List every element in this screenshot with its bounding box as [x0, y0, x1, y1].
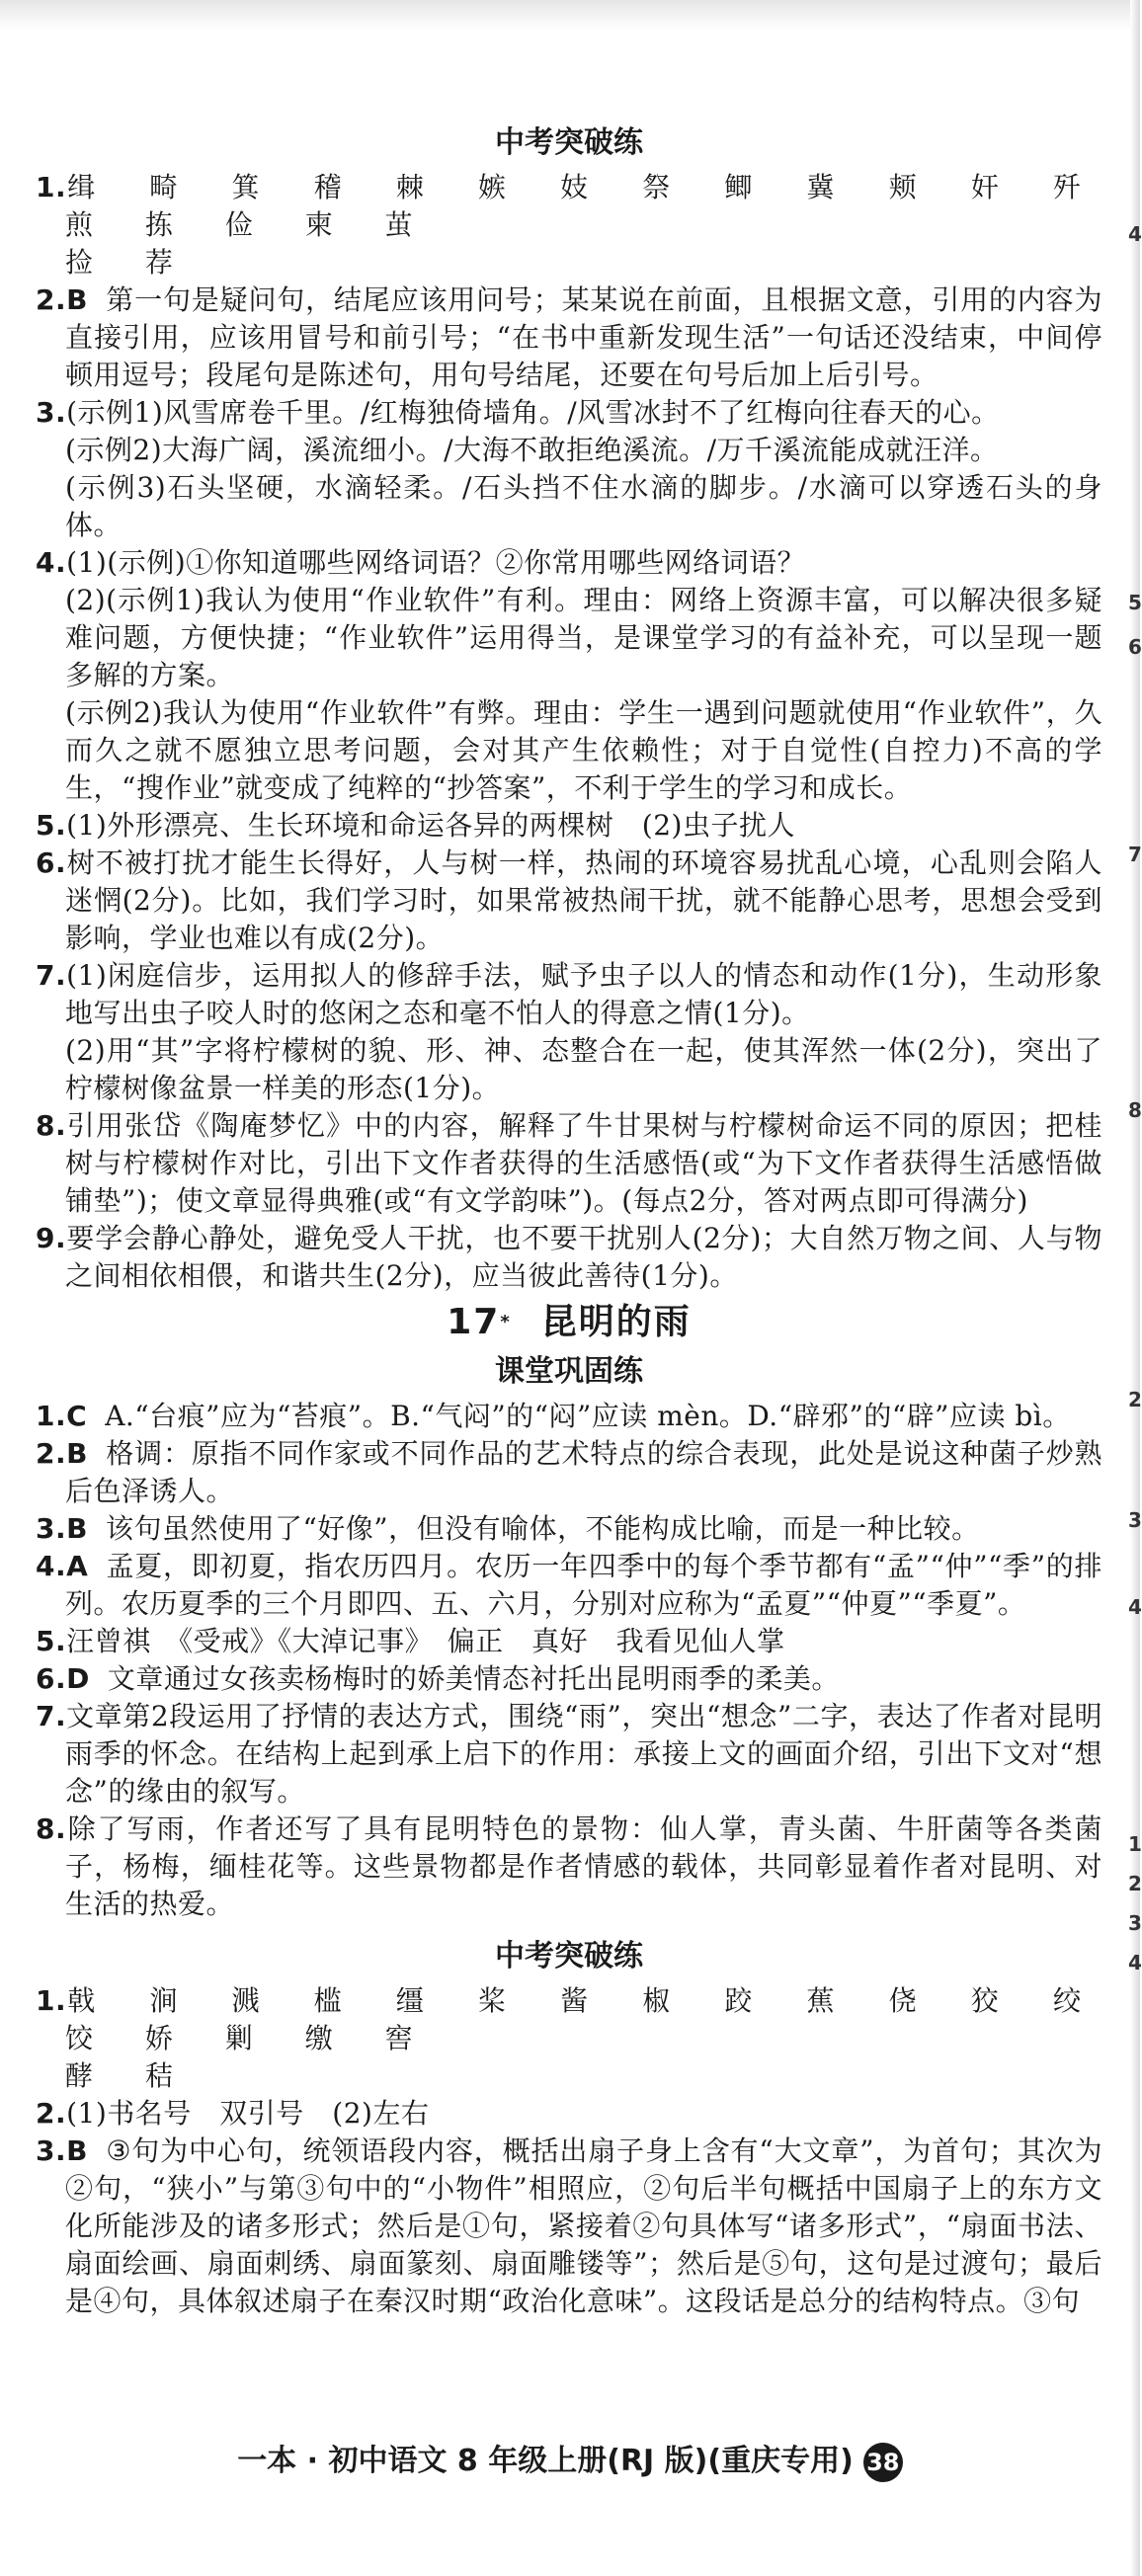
answer-choice: D	[66, 1662, 90, 1695]
answer-item: 1.缉 畸 箕 稽 棘 嫉 妓 祭 鲫 冀 颊 奸 歼 煎 拣 俭 柬 茧	[36, 171, 1102, 241]
answer-item: 2.B 格调：原指不同作家或不同作品的艺术特点的综合表现，此处是说这种菌子炒熟后色泽诱人。	[36, 1437, 1102, 1507]
section-title: 中考突破练	[495, 125, 643, 160]
answer-choice: C	[66, 1400, 88, 1432]
answer-item: 6.D 文章通过女孩卖杨梅时的娇美情态衬托出昆明雨季的柔美。	[36, 1662, 840, 1695]
answer-item: 8.引用张岱《陶庵梦忆》中的内容，解释了牛甘果树与柠檬树命运不同的原因；把桂树与柠檬树作对比，引出下文作者获得的生活感悟(或“为下文作者获得生活感悟做铺垫”)；使文章显得典雅(或“有文学韵味”)。(每点2分，答对两点即可得满分)	[36, 1109, 1102, 1217]
margin-mark: 7	[1128, 843, 1142, 866]
answer-item: 2.(1)书名号 双引号 (2)左右	[36, 2097, 430, 2130]
page-footer	[0, 2442, 1140, 2482]
answer-item-continued: 捡 荐	[65, 246, 195, 279]
answer-choice: B	[66, 2134, 88, 2167]
margin-mark: 5	[1128, 591, 1142, 614]
margin-mark: 1	[1128, 1832, 1142, 1856]
margin-mark: 2	[1128, 1872, 1142, 1895]
footer-book-title: 一本 · 初中语文 8 年级上册(RJ 版)(重庆专用)	[237, 2444, 854, 2478]
margin-mark: 2	[1128, 1388, 1142, 1411]
margin-mark: 8	[1128, 1098, 1142, 1122]
answer-item: 2.B 第一句是疑问句，结尾应该用问号；某某说在前面，且根据文意，引用的内容为直接引用，应该用冒号和前引号；“在书中重新发现生活”一句话还没结束，中间停顿用逗号；段尾句是陈述句，用句号结尾，还要在句号后加上后引号。	[36, 283, 1102, 391]
margin-mark: 4	[1128, 1595, 1142, 1619]
page-top-shadow	[0, 0, 1140, 30]
answer-choice: B	[66, 283, 88, 316]
answer-subitem: (示例2)大海广阔，溪流细小。/大海不敢拒绝溪流。/万千溪流能成就汪洋。	[65, 434, 999, 466]
answer-item: 8.除了写雨，作者还写了具有昆明特色的景物：仙人掌，青头菌、牛肝菌等各类菌子，杨梅，缅桂花等。这些景物都是作者情感的载体，共同彰显着作者对昆明、对生活的热爱。	[36, 1812, 1102, 1920]
margin-mark: 4	[1128, 1951, 1142, 1974]
facing-page-edge	[1130, 0, 1140, 2576]
answer-content	[36, 123, 1102, 2320]
answer-item: 3.(示例1)风雪席卷千里。/红梅独倚墙角。/风雪冰封不了红梅向往春天的心。	[36, 396, 1000, 429]
answer-item: 5.汪曾祺 《受戒》《大淖记事》 偏正 真好 我看见仙人掌	[36, 1625, 785, 1657]
answer-item: 7.文章第2段运用了抒情的表达方式，围绕“雨”，突出“想念”二字，表达了作者对昆明雨季的怀念。在结构上起到承上启下的作用：承接上文的画面介绍，引出下文对“想念”的缘由的叙写。	[36, 1700, 1102, 1808]
answer-item: 1.C A.“台痕”应为“苔痕”。B.“气闷”的“闷”应读 mèn。D.“辟邪”的“辟”应读 bì。	[36, 1400, 1071, 1432]
answer-subitem: (2)用“其”字将柠檬树的貌、形、神、态整合在一起，使其浑然一体(2分)，突出了柠檬树像盆景一样美的形态(1分)。	[65, 1034, 1102, 1104]
section-title: 中考突破练	[495, 1939, 643, 1973]
lesson-number: 17	[447, 1302, 501, 1342]
answer-item: 4.A 孟夏，即初夏，指农历四月。农历一年四季中的每个季节都有“孟”“仲”“季”的排列。农历夏季的三个月即四、五、六月，分别对应称为“孟夏”“仲夏”“季夏”。	[36, 1550, 1102, 1620]
page-number-badge: 38	[863, 2443, 903, 2482]
margin-mark: 3	[1128, 1911, 1142, 1935]
section-title: 课堂巩固练	[495, 1354, 643, 1389]
answer-item: 7.(1)闲庭信步，运用拟人的修辞手法，赋予虫子以人的情态和动作(1分)，生动形象地写出虫子咬人时的悠闲之态和毫不怕人的得意之情(1分)。	[36, 959, 1102, 1029]
lesson-name: 昆明的雨	[540, 1302, 692, 1342]
answer-item: 4.(1)(示例)①你知道哪些网络词语？②你常用哪些网络词语？	[36, 546, 806, 579]
answer-choice: B	[66, 1437, 88, 1470]
answer-subitem: (2)(示例1)我认为使用“作业软件”有利。理由：网络上资源丰富，可以解决很多疑难问题，方便快捷；“作业软件”运用得当，是课堂学习的有益补充，可以呈现一题多解的方案。	[65, 584, 1102, 691]
margin-mark: 4	[1128, 222, 1142, 246]
answer-item: 1.戟 涧 溅 槛 缰 桨 酱 椒 跤 蕉 侥 狡 绞 饺 娇 剿 缴 窖	[36, 1984, 1102, 2054]
margin-mark: 3	[1128, 1508, 1142, 1532]
answer-item: 9.要学会静心静处，避免受人干扰，也不要干扰别人(2分)；大自然万物之间、人与物之间相依相偎，和谐共生(2分)，应当彼此善待(1分)。	[36, 1222, 1102, 1292]
answer-subitem: (示例2)我认为使用“作业软件”有弊。理由：学生一遇到问题就使用“作业软件”，久而久之就不愿独立思考问题，会对其产生依赖性；对于自觉性(自控力)不高的学生，“搜作业”就变成了纯粹的“抄答案”，不利于学生的学习和成长。	[65, 696, 1102, 804]
answer-choice: A	[66, 1550, 89, 1582]
answer-choice: B	[66, 1512, 88, 1545]
lesson-title	[36, 1299, 1102, 1346]
answer-item: 3.B ③句为中心句，统领语段内容，概括出扇子身上含有“大文章”，为首句；其次为②句，“狭小”与第③句中的“小物件”相照应，②句后半句概括中国扇子上的东方文化所能涉及的诸多形式；然后是①句，紧接着②句具体写“诸多形式”，“扇面书法、扇面绘画、扇面刺绣、扇面篆刻、扇面雕镂等”；然后是⑤句，这句是过渡句；最后是④句，具体叙述扇子在秦汉时期“政治化意味”。这段话是总分的结构特点。③句	[36, 2134, 1102, 2317]
answer-item: 3.B 该句虽然使用了“好像”，但没有喻体，不能构成比喻，而是一种比较。	[36, 1512, 980, 1545]
lesson-star-mark: *	[500, 1312, 512, 1332]
answer-item: 6.树不被打扰才能生长得好，人与树一样，热闹的环境容易扰乱心境，心乱则会陷人迷惘(2分)。比如，我们学习时，如果常被热闹干扰，就不能静心思考，思想会受到影响，学业也难以有成(2分)。	[36, 846, 1102, 954]
margin-mark: 6	[1128, 635, 1142, 659]
answer-subitem: (示例3)石头坚硬，水滴轻柔。/石头挡不住水滴的脚步。/水滴可以穿透石头的身体。	[65, 471, 1102, 541]
answer-item: 5.(1)外形漂亮、生长环境和命运各异的两棵树 (2)虫子扰人	[36, 809, 795, 842]
answer-item-continued: 酵 秸	[65, 2059, 195, 2092]
